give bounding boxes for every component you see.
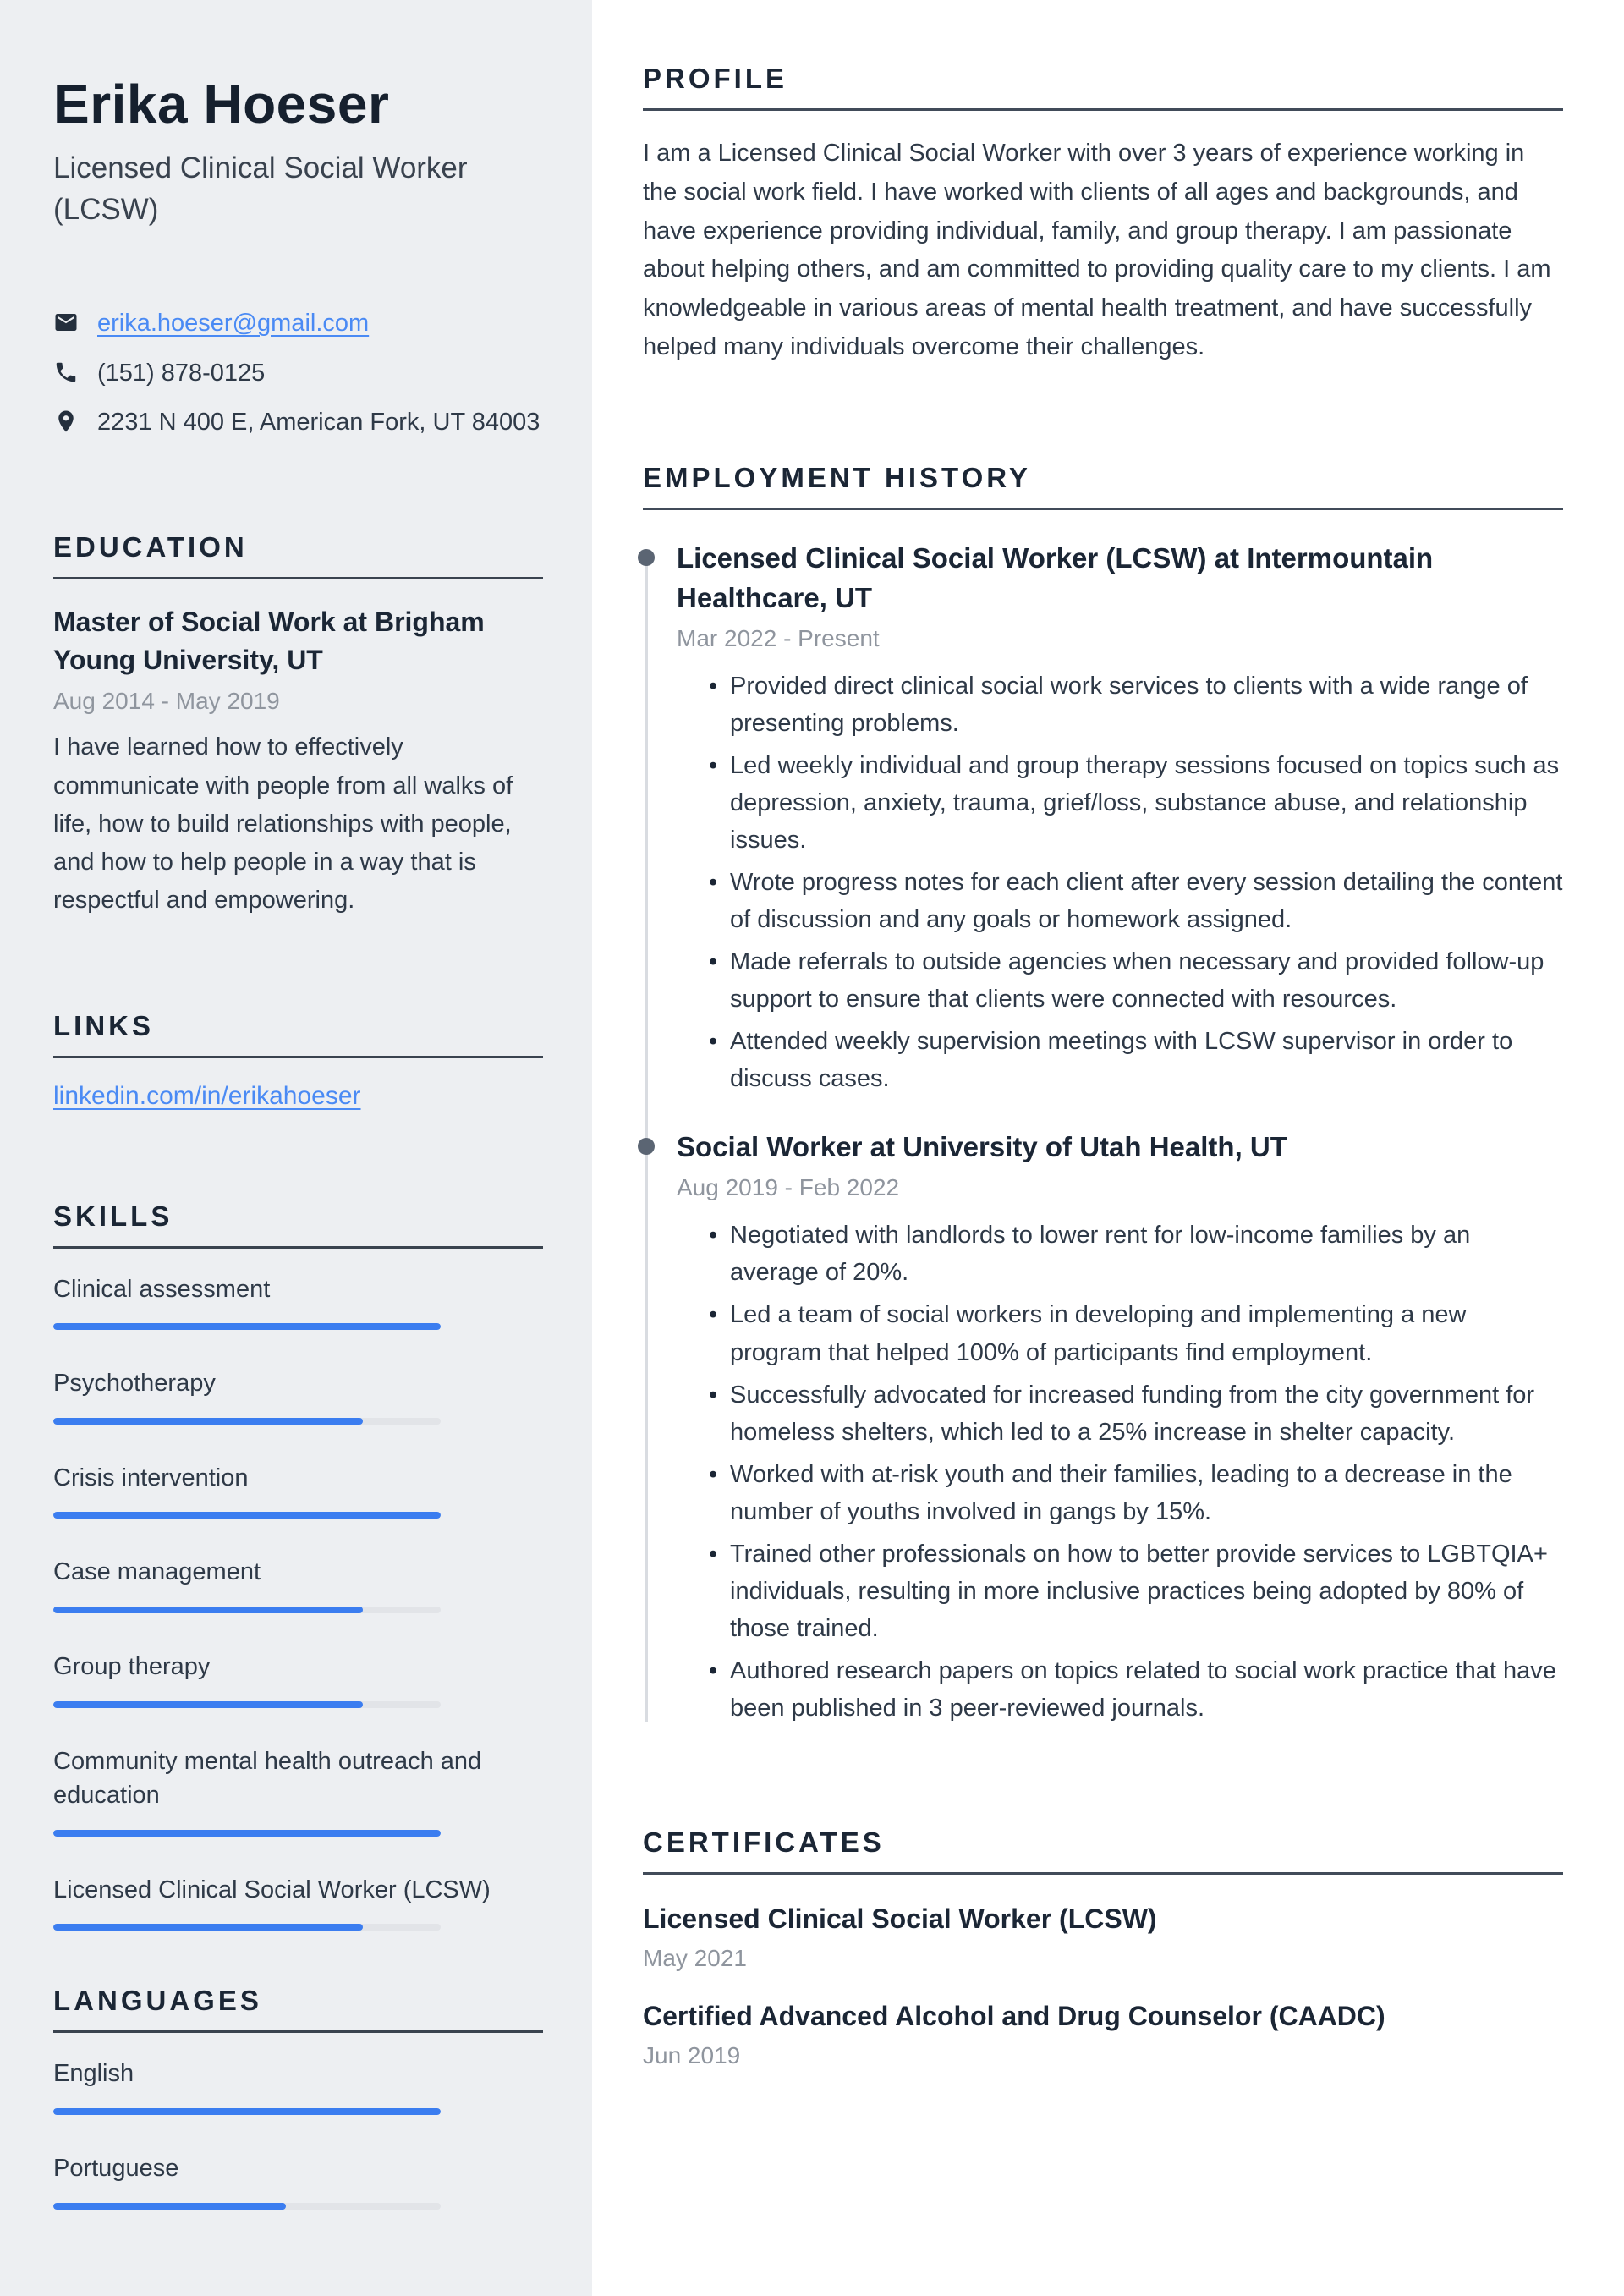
skill-bar-fill — [53, 1701, 363, 1708]
language-bar-fill — [53, 2108, 441, 2115]
employment-section — [643, 462, 1563, 1727]
timeline-dot-icon — [638, 1138, 655, 1155]
links-heading: LINKS — [53, 1010, 543, 1058]
skills-heading: SKILLS — [53, 1200, 543, 1249]
certificate-title: Licensed Clinical Social Worker (LCSW) — [643, 1903, 1157, 1935]
languages-section — [53, 1985, 543, 2209]
job-dates: Mar 2022 - Present — [677, 624, 880, 651]
job-bullet: • Provided direct clinical social work services to clients with a wide range of presenting problems. — [709, 667, 1563, 742]
education-description: I have learned how to effectively communicate with people from all walks of life, how to build relationships with people, and how to help people in a way that is respectful and empowering. — [53, 733, 513, 915]
languages-heading: LANGUAGES — [53, 1985, 543, 2033]
skill-label: Licensed Clinical Social Worker (LCSW) — [53, 1876, 491, 1903]
skill-item — [53, 1744, 543, 1837]
certificate-item — [643, 1900, 1563, 1972]
language-bar-track — [53, 2203, 441, 2210]
person-job-title: Licensed Clinical Social Worker (LCSW) — [53, 151, 468, 227]
skill-item — [53, 1366, 543, 1425]
skill-label: Community mental health outreach and education — [53, 1747, 482, 1810]
profile-text: I am a Licensed Clinical Social Worker with over 3 years of experience working in the social work field. I have worked with clients of all ages and backgrounds, and have experience providing individual, family, and group therapy. I am passionate about helping others, and am committed to providing quality care to my clients. I am knowledgeable in various areas of mental health treatment, and have successfully helped many individuals overcome their challenges. — [643, 140, 1551, 361]
job-bullet: • Wrote progress notes for each client after every session detailing the content of discussion and any goals or homework assigned. — [709, 864, 1563, 938]
links-section — [53, 1010, 543, 1111]
job-bullet-list — [677, 1217, 1563, 1727]
skill-bar-fill — [53, 1924, 363, 1931]
email-link[interactable]: erika.hoeser@gmail.com — [97, 310, 370, 338]
main-column — [592, 0, 1624, 2296]
education-heading: EDUCATION — [53, 531, 543, 579]
job-bullet: • Led a team of social workers in developing and implementing a new program that helped 100% of participants find employment. — [709, 1296, 1563, 1370]
skill-bar-track — [53, 1607, 441, 1613]
education-degree: Master of Social Work at Brigham Young University, UT — [53, 606, 485, 675]
skill-label: Group therapy — [53, 1652, 211, 1680]
certificate-title: Certified Advanced Alcohol and Drug Counselor (CAADC) — [643, 2001, 1385, 2032]
job-bullet-list — [677, 667, 1563, 1098]
job-bullet: • Worked with at-risk youth and their families, leading to a decrease in the number of youths involved in gangs by 15%. — [709, 1456, 1563, 1530]
job-bullet: • Successfully advocated for increased funding from the city government for homeless shelters, which led to a 25% increase in shelter capacity. — [709, 1376, 1563, 1451]
sidebar — [0, 0, 592, 2296]
job-bullet: • Made referrals to outside agencies when necessary and provided follow-up support to ensure that clients were connected with resources. — [709, 943, 1563, 1018]
timeline-dot-icon — [638, 549, 655, 566]
job-title: Licensed Clinical Social Worker (LCSW) at Intermountain Healthcare, UT — [677, 541, 1434, 613]
education-section — [53, 531, 543, 920]
job-bullet: • Attended weekly supervision meetings with LCSW supervisor in order to discuss cases. — [709, 1023, 1563, 1097]
employment-timeline — [645, 539, 1563, 1727]
skill-item — [53, 1272, 543, 1331]
linkedin-link[interactable]: linkedin.com/in/erikahoeser — [53, 1081, 361, 1110]
skill-bar-track — [53, 1924, 441, 1931]
skill-bar-track — [53, 1701, 441, 1708]
skill-label: Clinical assessment — [53, 1275, 271, 1303]
job-title: Social Worker at University of Utah Health, UT — [677, 1131, 1287, 1163]
mail-icon — [53, 310, 79, 335]
skill-bar-track — [53, 1512, 441, 1519]
skill-bar-track — [53, 1323, 441, 1330]
skill-bar-track — [53, 1418, 441, 1425]
skill-label: Case management — [53, 1558, 261, 1586]
skill-bar-fill — [53, 1830, 441, 1837]
job-bullet: • Trained other professionals on how to better provide services to LGBTQIA+ individuals, resulting in more inclusive practices being adopted by 80% of those trained. — [709, 1535, 1563, 1647]
job-bullet: • Led weekly individual and group therapy sessions focused on topics such as depression, anxiety, trauma, grief/loss, substance abuse, and relationship issues. — [709, 747, 1563, 859]
skill-label: Psychotherapy — [53, 1370, 216, 1398]
language-bar-track — [53, 2108, 441, 2115]
certificate-item — [643, 1997, 1563, 2069]
skill-bar-fill — [53, 1512, 441, 1519]
certificates-heading: CERTIFICATES — [643, 1826, 1563, 1875]
language-item — [53, 2151, 543, 2210]
phone-number: (151) 878-0125 — [97, 359, 266, 387]
skill-bar-fill — [53, 1607, 363, 1613]
profile-heading: PROFILE — [643, 63, 1563, 111]
phone-icon — [53, 360, 79, 385]
skill-label: Crisis intervention — [53, 1464, 249, 1491]
profile-section — [643, 63, 1563, 367]
language-label: Portuguese — [53, 2154, 179, 2182]
address-text: 2231 N 400 E, American Fork, UT 84003 — [97, 409, 540, 437]
location-pin-icon — [53, 409, 79, 434]
job-dates: Aug 2019 - Feb 2022 — [677, 1174, 900, 1201]
skill-item — [53, 1461, 543, 1519]
job-entry — [645, 1128, 1563, 1727]
skill-bar-fill — [53, 1323, 441, 1330]
skill-item — [53, 1873, 543, 1931]
skill-item — [53, 1650, 543, 1708]
contact-phone-row — [53, 355, 543, 393]
skill-bar-track — [53, 1830, 441, 1837]
contact-address-row — [53, 404, 543, 442]
language-bar-fill — [53, 2203, 286, 2210]
language-item — [53, 2057, 543, 2115]
skills-section — [53, 1200, 543, 1931]
job-bullet: • Negotiated with landlords to lower rent for low-income families by an average of 20%. — [709, 1217, 1563, 1291]
contact-block — [53, 305, 543, 442]
contact-email-row — [53, 305, 543, 343]
certificate-date: Jun 2019 — [643, 2041, 741, 2068]
job-bullet: • Authored research papers on topics related to social work practice that have been published in 3 peer-reviewed journals. — [709, 1652, 1563, 1727]
skill-bar-fill — [53, 1418, 363, 1425]
language-label: English — [53, 2060, 134, 2088]
certificate-date: May 2021 — [643, 1945, 747, 1972]
job-entry — [645, 539, 1563, 1098]
certificates-section — [643, 1826, 1563, 2069]
skill-item — [53, 1555, 543, 1613]
employment-heading: EMPLOYMENT HISTORY — [643, 462, 1563, 510]
education-dates: Aug 2014 - May 2019 — [53, 688, 280, 715]
person-name: Erika Hoeser — [53, 74, 390, 135]
